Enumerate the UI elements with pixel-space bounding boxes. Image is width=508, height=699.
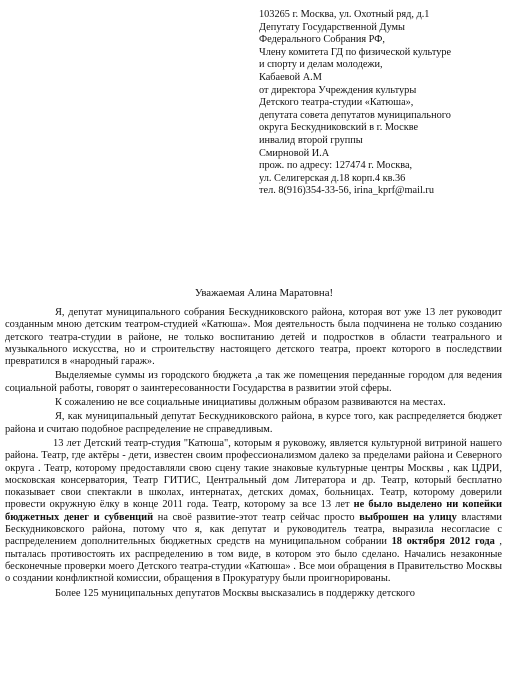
address-line: Смирновой И.А <box>259 147 330 159</box>
address-line: и спорту и делам молодежи, <box>259 59 383 71</box>
paragraph-5 <box>5 438 502 586</box>
paragraph-2: Выделяемые суммы из городского бюджета ,а так же помещения переданные городом для ведения социальной работы, говорят о заинтересованности Государства в развитии этой сферы. <box>5 370 502 394</box>
paragraph-5-bold: не было выделено ни копейки бюджетных денег и субвенций <box>5 499 502 523</box>
address-line: Детского театра-студии «Катюша», <box>259 97 414 109</box>
paragraph-6: Более 125 муниципальных депутатов Москвы высказались в поддержку детского <box>55 587 415 599</box>
address-line: тел. 8(916)354-33-56, irina_kprf@mail.ru <box>259 185 434 197</box>
letter-body <box>5 307 502 602</box>
address-line: депутата совета депутатов муниципального <box>259 109 451 121</box>
paragraph-5-bold: выброшен на улицу <box>359 511 457 523</box>
paragraph-5-text: властями Бескудниковского района, потому что я, как депутат и руководитель театра, выразила несогласие с распределением дополнительных бюджетных средств на муниципальном собрании <box>5 511 502 548</box>
address-line: ул. Селигерская д.18 корп.4 кв.36 <box>259 172 406 184</box>
address-line: 103265 г. Москва, ул. Охотный ряд, д.1 <box>259 9 430 20</box>
paragraph-5-text: 13 лет Детский театр-студия "Катюша", которым я руковожу, является культурной витриной нашего района. Театр, где актёры - дети, известен своим профессионализмом далеко за пределами района и Северного округа . Театр, которому предоставляли свою сцену такие знаковые культурные центры Москвы , как ЦДРИ, московская консерватория, Театр ГИТИС, Центральный дом Литератора и др. Театр, который бесплатно показывает свои спектакли в школах, интернатах, детских домах, больницах. Театр, которому доверили провести окружную ёлку в конце 2011 года. Театр, которому за все 13 лет <box>5 437 502 511</box>
address-line: Члену комитета ГД по физической культуре <box>259 46 452 58</box>
address-line: Кабаевой А.М <box>259 71 322 83</box>
address-line: от директора Учреждения культуры <box>259 84 417 96</box>
paragraph-5-text: , пыталась противостоять их распределению в том виде, в котором это было сделано. Начались незаконные бесконечные проверки моего Детского театра-студии «Катюша» . Все мои обращения в Правительство Москвы о создании конфликтной комиссии, обращения в Прокуратуру были проигнорированы. <box>5 536 503 585</box>
paragraph-5-text: на своё развитие-этот театр сейчас просто <box>153 511 360 523</box>
address-line: округа Бескудниковский в г. Москве <box>259 122 419 134</box>
salutation: Уважаемая Алина Маратовна! <box>194 287 334 299</box>
paragraph-4: Я, как муниципальный депутат Бескудниковского района, в курсе того, как распределяется бюджет района и считаю подобное распределение не справедливым. <box>5 411 502 435</box>
address-line: прож. по адресу: 127474 г. Москва, <box>259 160 413 172</box>
address-block <box>259 9 504 198</box>
paragraph-5-date: 18 октября 2012 года <box>391 536 495 548</box>
address-line: Федерального Собрания РФ, <box>259 34 385 46</box>
address-line: Депутату Государственной Думы <box>259 21 405 33</box>
paragraph-3: К сожалению не все социальные инициативы должным образом развиваются на местах. <box>55 397 446 409</box>
address-line: инвалид второй группы <box>259 134 363 146</box>
paragraph-1: Я, депутат муниципального собрания Бескудниковского района, которая вот уже 13 лет руководит созданным мною детским театром-студией «Катюша». Моя деятельность была подчинена не только созданию детского театра-студии в районе, не только воспитанию детей и подростков в области театрального и музыкального искусства, но и строительству настоящего детского театра, проект которого в последствии превратился в «народный гараж». <box>5 307 502 368</box>
